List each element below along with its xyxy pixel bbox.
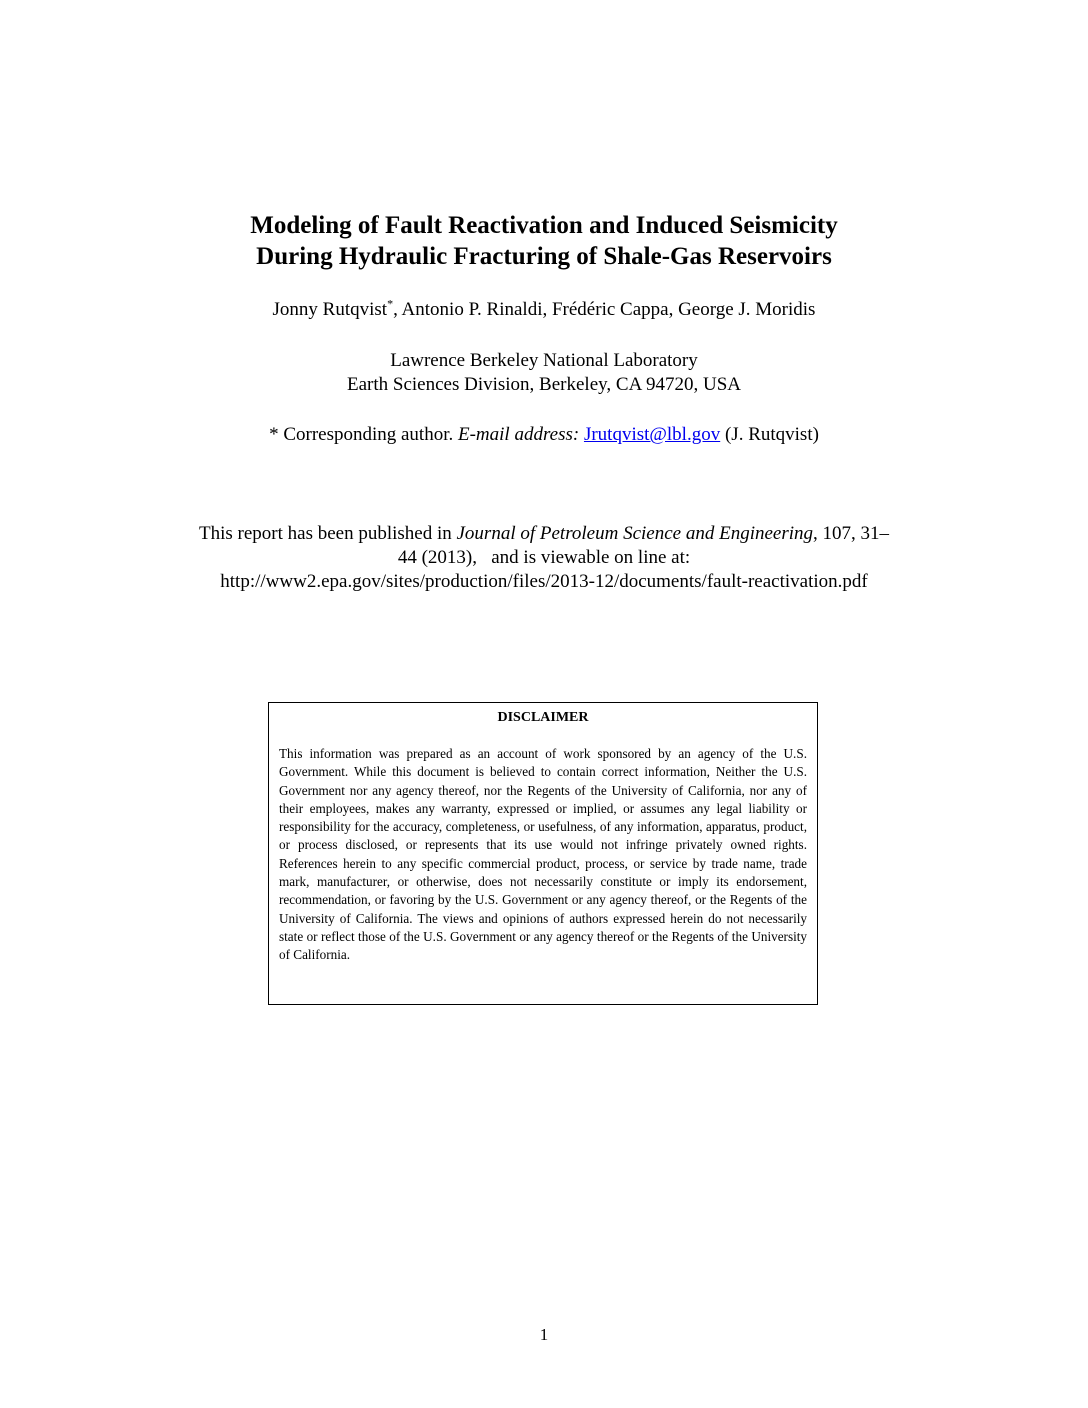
affiliation-institution: Lawrence Berkeley National Laboratory [390,350,698,371]
publication-note-line-1 [140,522,948,546]
corresponding-author-note [0,423,1088,447]
corresponding-prefix: * Corresponding author. [269,424,458,445]
author-list [0,298,1088,322]
publication-note-line-2: 44 (2013), and is viewable on line at: [397,547,691,568]
title-line-1: Modeling of Fault Reactivation and Induced Seismicity [250,212,838,239]
corresponding-suffix: (J. Rutqvist) [720,424,819,445]
title-line-2: During Hydraulic Fracturing of Shale-Gas Reservoirs [256,243,832,270]
disclaimer-box [268,702,818,1005]
affiliation [0,349,1088,397]
disclaimer-text: This information was prepared as an account of work sponsored by an agency of the U.S. Government. While this document is believed to contain correct information, Neither the U.S. Government nor any agency thereof, nor the Regents of the University of California, nor any of their employees, makes any warranty, expressed or implied, or assumes any legal liability or responsibility for the accuracy, completeness, or usefulness, of any information, apparatus, product, or process disclosed, or represents that its use would not infringe privately owned rights. References herein to any specific commercial product, process, or service by trade name, trade mark, manufacturer, or otherwise, does not necessarily constitute or imply its endorsement, recommendation, or favoring by the U.S. Government or any agency thereof, or the Regents of the University of California. The views and opinions of authors expressed herein do not necessarily state or reflect those of the U.S. Government or any agency thereof or the Regents of the University of California. [279,746,807,963]
publication-prefix: This report has been published in [198,523,457,544]
journal-name: Journal of Petroleum Science and Engineering [456,523,814,544]
email-label: E-mail address: [458,424,580,445]
affiliation-address: Earth Sciences Division, Berkeley, CA 94720, USA [346,374,742,395]
publication-url[interactable]: http://www2.epa.gov/sites/production/files/2013-12/documents/fault-reactivation.pdf [220,571,868,592]
paper-title [0,210,1088,272]
disclaimer-heading: DISCLAIMER [497,710,589,725]
page-number: 1 [539,1325,549,1344]
journal-volume-pages: , 107, 31– [813,523,890,544]
email-link[interactable]: Jrutqvist@lbl.gov [583,424,721,445]
publication-note [140,522,948,594]
first-author: Jonny Rutqvist [272,299,388,320]
corresponding-author-mark: * [387,296,394,311]
co-authors: , Antonio P. Rinaldi, Frédéric Cappa, George J. Moridis [393,299,816,320]
